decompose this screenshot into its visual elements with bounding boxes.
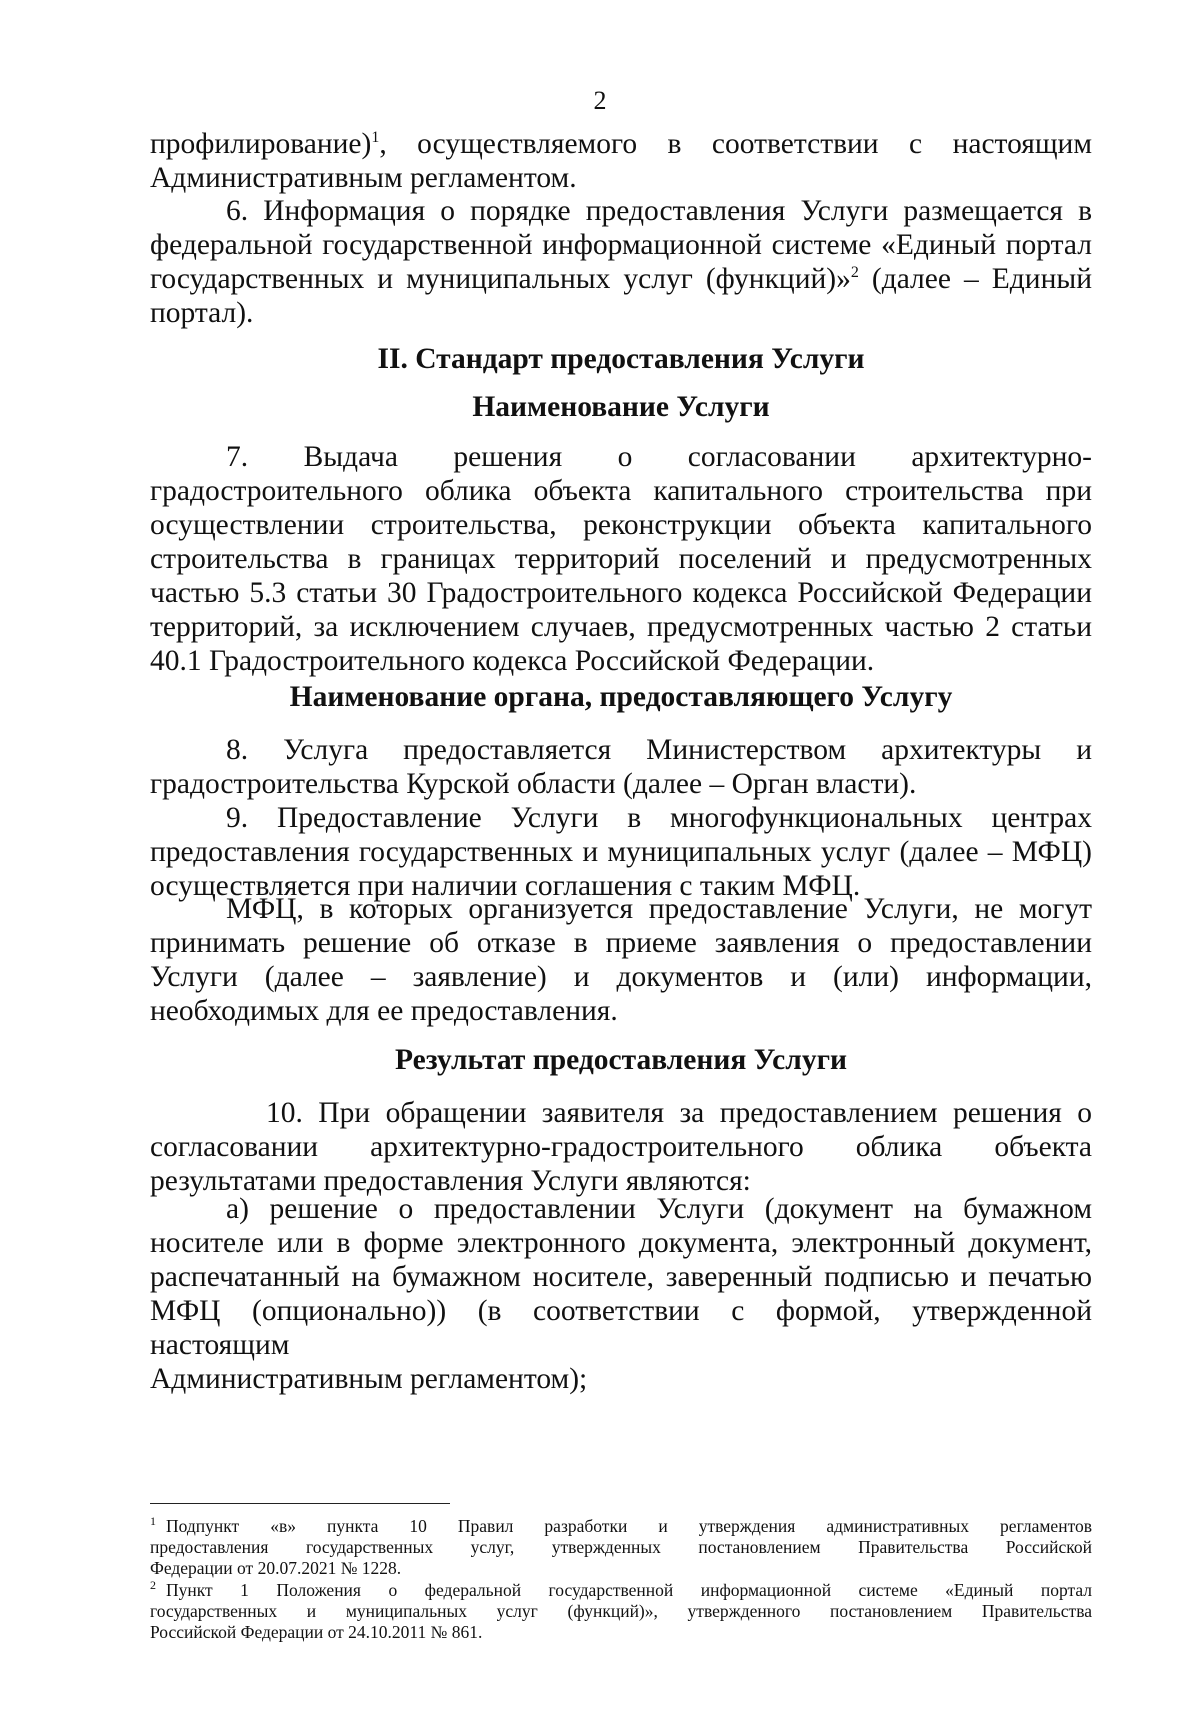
text-line: предоставления государственных и муниципальных услуг (далее – МФЦ) [150, 836, 1092, 868]
paragraph-9-mfc [150, 892, 1092, 1028]
paragraph-7 [150, 440, 1092, 678]
text-line: согласовании архитектурно-градостроительного облика объекта [150, 1131, 1092, 1163]
footnote-line [150, 1580, 1092, 1601]
text-line: носителе или в форме электронного документа, электронный документ, [150, 1227, 1092, 1259]
text-line: федеральной государственной информационной системе «Единый портал [150, 229, 1092, 261]
paragraph-9 [150, 801, 1092, 903]
text-fragment: профилирование) [150, 128, 372, 160]
text-line: Административным регламентом. [150, 162, 577, 194]
footnote-1 [150, 1516, 1092, 1579]
text-fragment: (далее – Единый [858, 263, 1092, 295]
text-line: 10. При обращении заявителя за предоставлением решения о [266, 1097, 1092, 1129]
text-line: принимать решение об отказе в приеме заявления о предоставлении [150, 927, 1092, 959]
text-line: портал). [150, 297, 254, 329]
text-line: осуществляется при наличии соглашения с таким МФЦ. [150, 870, 861, 902]
text-line [150, 127, 1092, 161]
footnote-ref: 1 [371, 129, 380, 147]
text-fragment: , осуществляемого в соответствии с настоящим [379, 128, 1092, 160]
text-fragment: государственных и муниципальных услуг (функций)» [150, 263, 851, 295]
paragraph-8 [150, 733, 1092, 801]
footnote-mark: 1 [150, 1514, 156, 1529]
text-line: градостроительства Курской области (далее – Орган власти). [150, 768, 917, 800]
text-line [150, 262, 1092, 296]
text-line: градостроительного облика объекта капитального строительства при [150, 475, 1092, 507]
text-line: 7. Выдача решения о согласовании архитектурно- [226, 441, 1092, 473]
text-fragment: Подпункт «в» пункта 10 Правил разработки и утверждения административных регламентов [166, 1516, 1092, 1536]
text-line: а) решение о предоставлении Услуги (документ на бумажном [226, 1193, 1092, 1225]
text-line: распечатанный на бумажном носителе, заверенный подписью и печатью [150, 1261, 1092, 1293]
footnote-separator [150, 1503, 450, 1504]
text-line: МФЦ, в которых организуется предоставление Услуги, не могут [226, 893, 1092, 925]
text-line: осуществлении строительства, реконструкции объекта капитального [150, 509, 1092, 541]
footnote-line [150, 1516, 1092, 1537]
paragraph-continuation [150, 127, 1092, 195]
text-line: МФЦ (опционально)) (в соответствии с формой, утвержденной настоящим [150, 1295, 1092, 1361]
paragraph-10 [150, 1096, 1092, 1198]
footnote-line: предоставления государственных услуг, утвержденных постановлением Правительства Российской [150, 1537, 1092, 1557]
text-line: 40.1 Градостроительного кодекса Российской Федерации. [150, 645, 875, 677]
section-heading: II. Стандарт предоставления Услуги [377, 343, 865, 375]
footnote-mark: 2 [150, 1578, 156, 1593]
text-line: Административным регламентом); [150, 1363, 588, 1395]
text-line: 9. Предоставление Услуги в многофункциональных центрах [226, 802, 1092, 834]
footnote-line: государственных и муниципальных услуг (функций)», утвержденного постановлением Правительства [150, 1601, 1092, 1621]
footnote-ref: 2 [850, 264, 859, 282]
page-number: 2 [593, 86, 607, 115]
text-fragment: Пункт 1 Положения о федеральной государственной информационной системе «Единый портал [166, 1580, 1092, 1600]
text-line: строительства в границах территорий поселений и предусмотренных [150, 543, 1092, 575]
footnote-2 [150, 1580, 1092, 1643]
paragraph-6 [150, 194, 1092, 330]
text-line: территорий, за исключением случаев, предусмотренных частью 2 статьи [150, 611, 1092, 643]
footnote-line: Российской Федерации от 24.10.2011 № 861. [150, 1622, 483, 1642]
text-line: 6. Информация о порядке предоставления Услуги размещается в [226, 195, 1092, 227]
subheading-result: Результат предоставления Услуги [395, 1044, 847, 1076]
text-line: частью 5.3 статьи 30 Градостроительного кодекса Российской Федерации [150, 577, 1092, 609]
text-line: 8. Услуга предоставляется Министерством архитектуры и [226, 734, 1092, 766]
text-line: Услуги (далее – заявление) и документов и (или) информации, [150, 961, 1092, 993]
text-line: результатами предоставления Услуги являются: [150, 1165, 751, 1197]
footnote-line: Федерации от 20.07.2021 № 1228. [150, 1558, 402, 1578]
subheading-service-name: Наименование Услуги [472, 391, 770, 423]
subheading-organ: Наименование органа, предоставляющего Услугу [289, 681, 953, 713]
text-line: необходимых для ее предоставления. [150, 995, 618, 1027]
paragraph-10a [150, 1192, 1092, 1396]
